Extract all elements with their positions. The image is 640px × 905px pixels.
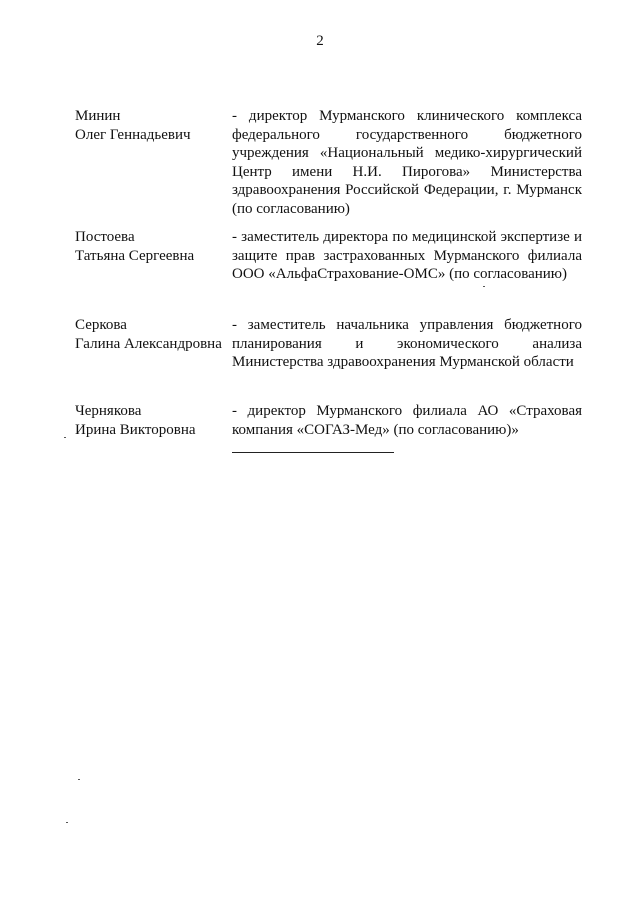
end-separator-line xyxy=(232,452,394,453)
member-role: - директор Мурманского клинического комплекса федерального государственного бюджетного учреждения «Национальный медико-хирургический Центр имени Н.И. Пирогова» Министерства здравоохранения Российской Федерации, г. Мурманск (по согласованию) xyxy=(232,108,582,217)
member-name xyxy=(75,228,227,265)
scan-speck xyxy=(64,437,66,438)
member-first-names: Галина Александровна xyxy=(75,335,222,352)
member-role: - заместитель начальника управления бюджетного планирования и экономического анализа Министерства здравоохранения Мурманской области xyxy=(232,317,582,370)
member-last-name: Постоева xyxy=(75,229,135,245)
member-first-names: Татьяна Сергеевна xyxy=(75,247,195,264)
member-name xyxy=(75,402,227,439)
member-last-name: Минин xyxy=(75,108,121,124)
member-role: - директор Мурманского филиала АО «Страховая компания «СОГАЗ-Мед» (по согласованию)» xyxy=(232,403,582,438)
scan-speck xyxy=(66,822,68,823)
member-last-name: Серкова xyxy=(75,317,127,333)
member-role: - заместитель директора по медицинской экспертизе и защите прав застрахованных Мурманского филиала ООО «АльфаСтрахование-ОМС» (по согласованию) xyxy=(232,229,582,282)
member-first-names: Олег Геннадьевич xyxy=(75,126,191,143)
member-first-names: Ирина Викторовна xyxy=(75,421,196,438)
member-name xyxy=(75,107,227,144)
scan-speck xyxy=(78,779,80,780)
page-number: 2 xyxy=(316,33,324,49)
member-last-name: Чернякова xyxy=(75,403,142,419)
member-name xyxy=(75,316,227,353)
scan-speck xyxy=(483,286,485,287)
